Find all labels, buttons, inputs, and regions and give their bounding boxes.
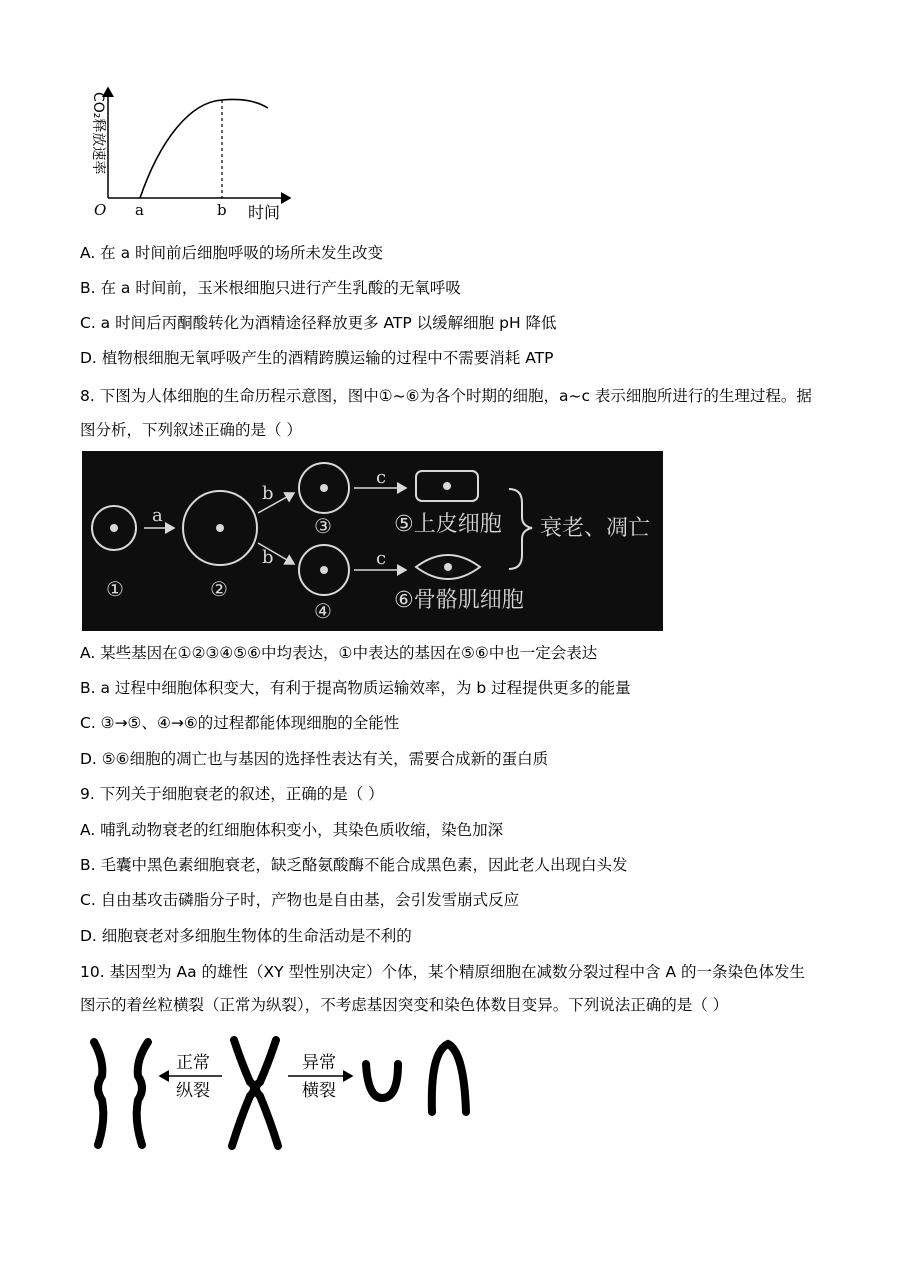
label-4: ④ <box>314 599 332 623</box>
chromosome-center-right <box>256 1040 278 1146</box>
chromosome-center-left <box>232 1040 254 1146</box>
q8-stem-line2: 图分析，下列叙述正确的是（ ） <box>80 421 302 439</box>
y-axis-label: CO₂释放速率 <box>90 92 106 175</box>
abnormal-label-1: 异常 <box>302 1053 336 1073</box>
chromatid-arch-shape <box>432 1044 466 1112</box>
label-fate: 衰老、凋亡 <box>540 516 651 541</box>
cell-1-nucleus <box>110 524 118 532</box>
label-2: ② <box>210 577 228 601</box>
cell-5-nucleus <box>443 482 451 490</box>
label-3: ③ <box>314 514 332 538</box>
cell-6-nucleus <box>444 563 452 571</box>
q8-option-b: B. a 过程中细胞体积变大，有利于提高物质运输效率，为 b 过程提供更多的能量 <box>80 679 631 697</box>
chromatid-normal-left <box>94 1042 103 1145</box>
q10-stem-line2: 图示的着丝粒横裂（正常为纵裂），不考虑基因突变和染色体数目变异。下列说法正确的是（ ） <box>80 996 729 1014</box>
tick-a-label: a <box>135 201 144 219</box>
q7-option-c: C. a 时间后丙酮酸转化为酒精途径释放更多 ATP 以缓解细胞 pH 降低 <box>80 314 557 332</box>
label-a: a <box>152 505 163 526</box>
q8-option-c: C. ③→⑤、④→⑥的过程都能体现细胞的全能性 <box>80 714 400 732</box>
label-muscle: ⑥骨骼肌细胞 <box>394 588 524 613</box>
q7-option-d: D. 植物根细胞无氧呼吸产生的酒精跨膜运输的过程中不需要消耗 ATP <box>80 349 554 367</box>
chromatid-normal-right <box>137 1042 148 1145</box>
tick-b-label: b <box>217 201 227 219</box>
cell-4-nucleus <box>320 566 328 574</box>
origin-label: O <box>94 201 107 219</box>
q9-option-b: B. 毛囊中黑色素细胞衰老，缺乏酪氨酸酶不能合成黑色素，因此老人出现白头发 <box>80 856 628 874</box>
brace <box>509 489 532 569</box>
q8-option-d: D. ⑤⑥细胞的凋亡也与基因的选择性表达有关，需要合成新的蛋白质 <box>80 750 549 768</box>
q9-stem: 9. 下列关于细胞衰老的叙述，正确的是（ ） <box>80 785 384 803</box>
cell-2-nucleus <box>216 524 224 532</box>
x-axis-label: 时间 <box>248 203 281 222</box>
abnormal-label-2: 横裂 <box>302 1081 336 1101</box>
label-epithelial: ⑤上皮细胞 <box>394 512 502 537</box>
chromatid-u-shape <box>366 1064 398 1098</box>
q8-stem-line1: 8. 下图为人体细胞的生命历程示意图，图中①~⑥为各个时期的细胞，a~c 表示细胞所进行的生理过程。据 <box>80 387 812 405</box>
q7-option-a: A. 在 a 时间前后细胞呼吸的场所未发生改变 <box>80 244 384 262</box>
q9-option-c: C. 自由基攻击磷脂分子时，产物也是自由基，会引发雪崩式反应 <box>80 891 520 909</box>
q9-option-a: A. 哺乳动物衰老的红细胞体积变小，其染色质收缩，染色加深 <box>80 821 504 839</box>
label-c-up: c <box>376 467 387 488</box>
label-1: ① <box>106 577 124 601</box>
q7-option-b: B. 在 a 时间前，玉米根细胞只进行产生乳酸的无氧呼吸 <box>80 279 461 297</box>
q9-option-d: D. 细胞衰老对多细胞生物体的生命活动是不利的 <box>80 927 412 945</box>
cell-history-figure <box>82 451 663 631</box>
cell-3-nucleus <box>320 484 328 492</box>
label-b-up: b <box>262 483 274 504</box>
label-c-down: c <box>376 548 387 569</box>
normal-label-2: 纵裂 <box>176 1081 210 1101</box>
co2-rate-graph <box>80 80 300 230</box>
normal-label-1: 正常 <box>176 1053 210 1073</box>
chromosome-split-figure <box>80 1030 480 1155</box>
rate-curve <box>140 99 268 198</box>
q8-option-a: A. 某些基因在①②③④⑤⑥中均表达，①中表达的基因在⑤⑥中也一定会表达 <box>80 644 598 662</box>
q10-stem-line1: 10. 基因型为 Aa 的雄性（XY 型性别决定）个体，某个精原细胞在减数分裂过程中含 A 的一条染色体发生 <box>80 963 806 981</box>
label-b-down: b <box>262 547 274 568</box>
